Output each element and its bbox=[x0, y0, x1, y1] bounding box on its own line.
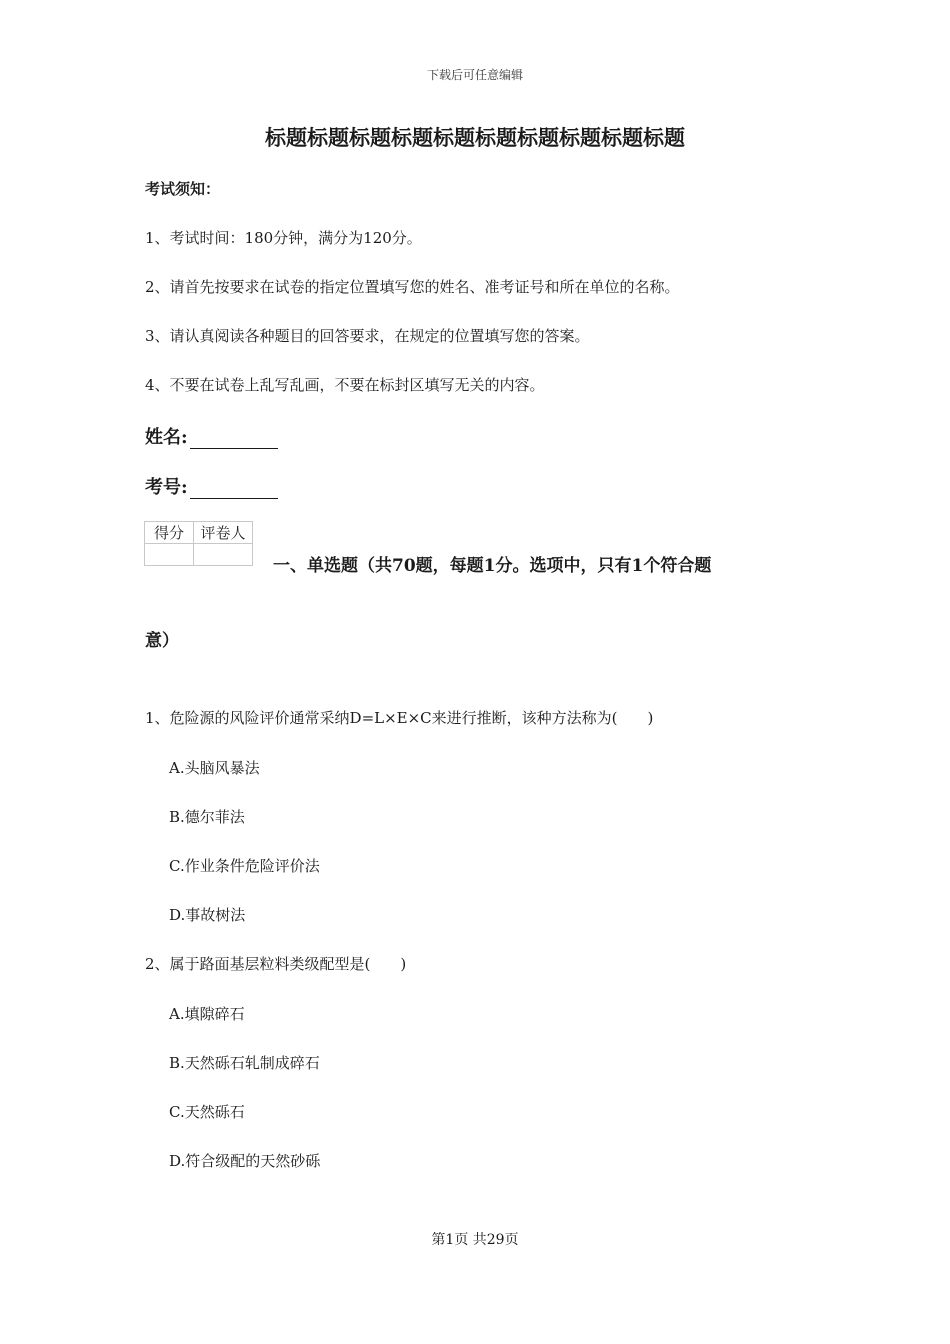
exam-number-field[interactable] bbox=[145, 473, 278, 499]
question-1-option-b[interactable]: B.德尔菲法 bbox=[169, 808, 245, 826]
name-blank[interactable] bbox=[190, 430, 278, 449]
name-label: 姓名: bbox=[145, 427, 188, 448]
score-table bbox=[144, 521, 253, 566]
question-1-option-a[interactable]: A.头脑风暴法 bbox=[169, 759, 260, 777]
notice-rule: 4、不要在试卷上乱写乱画，不要在标封区填写无关的内容。 bbox=[145, 376, 545, 394]
name-field[interactable] bbox=[145, 423, 278, 449]
question-1: 1、危险源的风险评价通常采纳D=L×E×C来进行推断，该种方法称为( ) bbox=[145, 709, 654, 727]
question-2-option-c[interactable]: C.天然砾石 bbox=[169, 1103, 245, 1121]
score-cell[interactable] bbox=[145, 544, 194, 566]
exam-number-label: 考号: bbox=[145, 477, 188, 498]
grader-header: 评卷人 bbox=[194, 522, 253, 544]
section-title: 一、单选题（共70题，每题1分。选项中，只有1个符合题 bbox=[273, 556, 712, 576]
notice-rule: 3、请认真阅读各种题目的回答要求，在规定的位置填写您的答案。 bbox=[145, 327, 590, 345]
page-number: 第1页 共29页 bbox=[431, 1232, 519, 1248]
header-note: 下载后可任意编辑 bbox=[426, 68, 523, 82]
section-title-continued: 意） bbox=[145, 631, 179, 651]
notice-rule: 1、考试时间：180分钟，满分为120分。 bbox=[145, 229, 422, 247]
score-table-header-row bbox=[145, 522, 253, 544]
document-title: 标题标题标题标题标题标题标题标题标题标题 bbox=[265, 125, 685, 150]
question-1-option-d[interactable]: D.事故树法 bbox=[169, 906, 246, 924]
score-table-entry-row bbox=[145, 544, 253, 566]
notice-heading: 考试须知： bbox=[145, 180, 221, 198]
question-2-option-a[interactable]: A.填隙碎石 bbox=[169, 1005, 245, 1023]
grader-cell[interactable] bbox=[194, 544, 253, 566]
exam-number-blank[interactable] bbox=[190, 480, 278, 499]
question-2-option-d[interactable]: D.符合级配的天然砂砾 bbox=[169, 1152, 321, 1170]
score-header: 得分 bbox=[145, 522, 194, 544]
question-2-option-b[interactable]: B.天然砾石轧制成碎石 bbox=[169, 1054, 320, 1072]
question-1-option-c[interactable]: C.作业条件危险评价法 bbox=[169, 857, 320, 875]
notice-rule: 2、请首先按要求在试卷的指定位置填写您的姓名、准考证号和所在单位的名称。 bbox=[145, 278, 680, 296]
question-2: 2、属于路面基层粒料类级配型是( ) bbox=[145, 955, 407, 973]
